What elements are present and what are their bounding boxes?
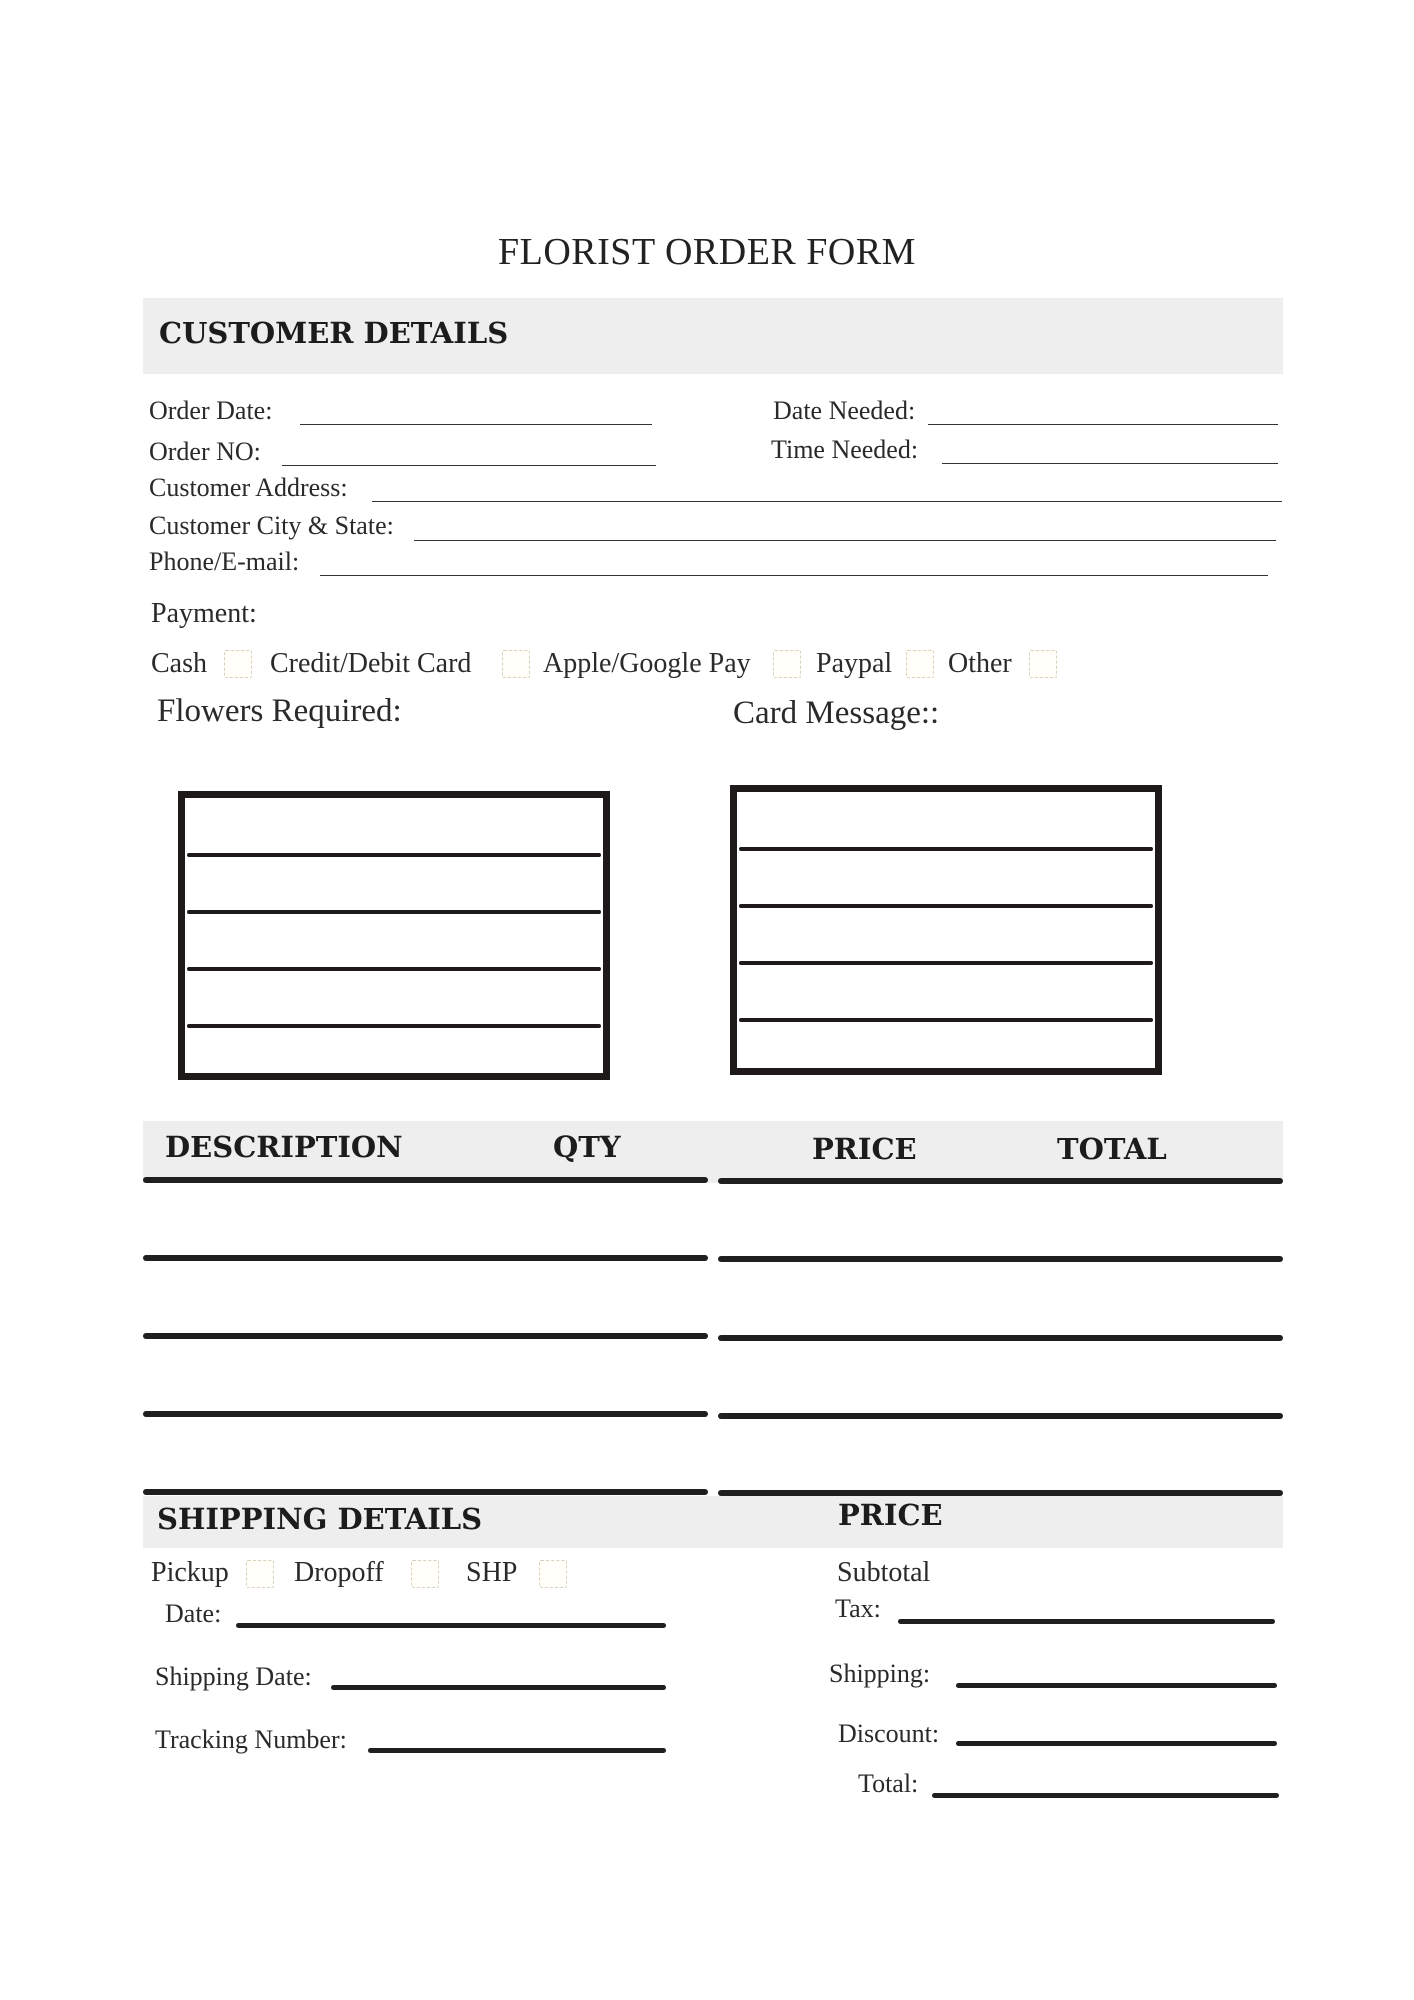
- flowers-line-3: [187, 967, 601, 971]
- shipping-cost-label: Shipping:: [829, 1659, 931, 1688]
- phone-email-label: Phone/E-mail:: [149, 547, 300, 576]
- flowers-required-label: Flowers Required:: [157, 693, 402, 729]
- shipping-details-heading: SHIPPING DETAILS: [157, 1502, 483, 1536]
- shipping-date-short-field[interactable]: [236, 1623, 666, 1628]
- date-needed-field[interactable]: [928, 424, 1278, 425]
- table-row-line-left-0: [143, 1177, 708, 1183]
- payment-cash-checkbox[interactable]: [224, 650, 252, 678]
- payment-option-card: Credit/Debit Card: [270, 648, 472, 679]
- customer-details-header: [143, 298, 1283, 374]
- order-no-field[interactable]: [282, 465, 656, 466]
- payment-option-other: Other: [948, 648, 1012, 679]
- subtotal-label: Subtotal: [837, 1557, 931, 1588]
- customer-city-state-label: Customer City & State:: [149, 511, 394, 540]
- flowers-required-box[interactable]: [178, 791, 610, 1080]
- payment-label: Payment:: [151, 598, 257, 629]
- card-message-box[interactable]: [730, 785, 1162, 1075]
- payment-other-checkbox[interactable]: [1029, 650, 1057, 678]
- discount-label: Discount:: [838, 1719, 940, 1748]
- shipping-date-field[interactable]: [331, 1685, 666, 1690]
- payment-option-apple-google: Apple/Google Pay: [543, 648, 751, 679]
- customer-address-label: Customer Address:: [149, 473, 348, 502]
- shipping-date-short-label: Date:: [165, 1599, 222, 1628]
- shipping-option-shp: SHP: [466, 1557, 518, 1588]
- discount-field[interactable]: [956, 1741, 1277, 1746]
- table-row-line-left-3[interactable]: [143, 1411, 708, 1417]
- total-label: Total:: [858, 1769, 919, 1798]
- shipping-cost-field[interactable]: [956, 1683, 1277, 1688]
- card-line-4: [739, 1018, 1153, 1022]
- payment-option-paypal: Paypal: [816, 648, 893, 679]
- col-description: DESCRIPTION: [165, 1130, 403, 1164]
- payment-paypal-checkbox[interactable]: [906, 650, 934, 678]
- order-date-label: Order Date:: [149, 396, 273, 425]
- flowers-line-2: [187, 910, 601, 914]
- shp-checkbox[interactable]: [539, 1560, 567, 1588]
- payment-apple-google-checkbox[interactable]: [773, 650, 801, 678]
- shipping-band-line-left: [143, 1489, 708, 1495]
- table-row-line-right-0: [718, 1178, 1283, 1184]
- tracking-number-label: Tracking Number:: [155, 1725, 347, 1754]
- card-message-label: Card Message::: [733, 695, 940, 731]
- shipping-option-dropoff: Dropoff: [294, 1557, 384, 1588]
- flowers-line-1: [187, 853, 601, 857]
- table-row-line-left-1[interactable]: [143, 1255, 708, 1261]
- order-no-label: Order NO:: [149, 437, 261, 466]
- payment-option-cash: Cash: [151, 648, 207, 679]
- tax-field[interactable]: [898, 1619, 1275, 1624]
- card-line-1: [739, 847, 1153, 851]
- customer-address-field[interactable]: [372, 501, 1282, 502]
- shipping-option-pickup: Pickup: [151, 1557, 229, 1588]
- col-qty: QTY: [553, 1130, 621, 1164]
- pickup-checkbox[interactable]: [246, 1560, 274, 1588]
- flowers-line-4: [187, 1024, 601, 1028]
- col-price: PRICE: [812, 1132, 917, 1166]
- total-field[interactable]: [932, 1793, 1279, 1798]
- col-total: TOTAL: [1057, 1132, 1167, 1166]
- price-heading: PRICE: [838, 1498, 943, 1532]
- tax-label: Tax:: [835, 1594, 881, 1623]
- time-needed-field[interactable]: [942, 463, 1278, 464]
- customer-details-heading: CUSTOMER DETAILS: [159, 316, 509, 350]
- page-title: FLORIST ORDER FORM: [498, 231, 916, 273]
- customer-city-state-field[interactable]: [414, 540, 1276, 541]
- time-needed-label: Time Needed:: [771, 435, 919, 464]
- shipping-band-line-right: [718, 1490, 1283, 1496]
- dropoff-checkbox[interactable]: [411, 1560, 439, 1588]
- order-date-field[interactable]: [300, 424, 652, 425]
- table-row-line-right-2[interactable]: [718, 1335, 1283, 1341]
- table-row-line-left-2[interactable]: [143, 1333, 708, 1339]
- payment-card-checkbox[interactable]: [502, 650, 530, 678]
- shipping-date-label: Shipping Date:: [155, 1662, 312, 1691]
- phone-email-field[interactable]: [320, 575, 1268, 576]
- table-row-line-right-3[interactable]: [718, 1413, 1283, 1419]
- table-row-line-right-1[interactable]: [718, 1256, 1283, 1262]
- date-needed-label: Date Needed:: [773, 396, 916, 425]
- card-line-2: [739, 904, 1153, 908]
- card-line-3: [739, 961, 1153, 965]
- tracking-number-field[interactable]: [368, 1748, 666, 1753]
